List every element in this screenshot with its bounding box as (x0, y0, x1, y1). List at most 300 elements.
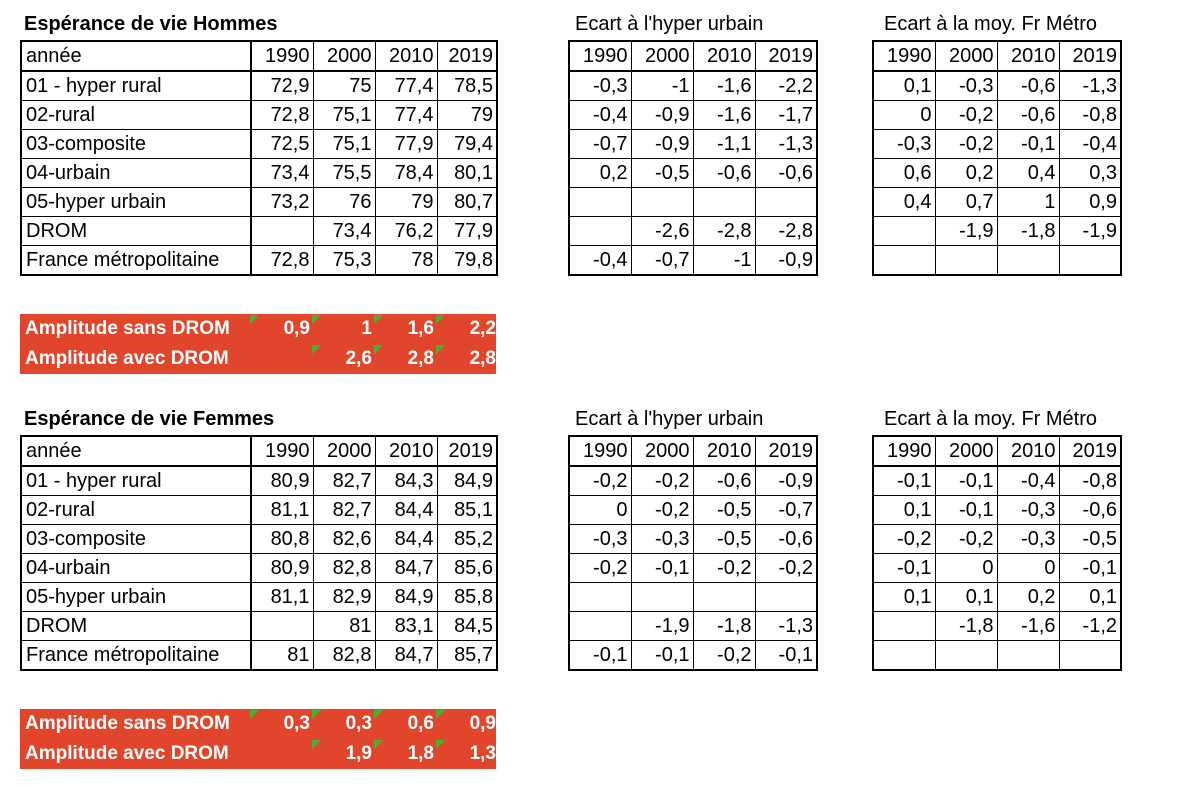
value-cell: -2,8 (693, 217, 755, 246)
table-row (569, 641, 817, 671)
value-cell: -1,8 (935, 612, 997, 641)
value-cell: 0,9 (1059, 188, 1121, 217)
value-cell: 77,4 (375, 101, 437, 130)
amplitude-value: 1,6 (407, 318, 434, 339)
amplitude-value: 1,3 (469, 743, 496, 764)
value-cell: 82,7 (313, 496, 375, 525)
value-cell: -0,1 (755, 641, 817, 671)
table-row (21, 217, 497, 246)
value-cell: -0,5 (1059, 525, 1121, 554)
header-row (873, 436, 1121, 466)
value-cell: 82,9 (313, 583, 375, 612)
value-cell: -1,9 (1059, 217, 1121, 246)
value-cell: -1 (631, 71, 693, 101)
value-cell: 85,8 (437, 583, 497, 612)
value-cell: 84,9 (437, 466, 497, 496)
value-cell: -0,4 (997, 466, 1059, 496)
value-cell: -0,6 (1059, 496, 1121, 525)
row-label: DROM (21, 612, 251, 641)
value-cell (935, 246, 997, 276)
value-cell: -0,2 (935, 130, 997, 159)
row-label: 02-rural (21, 101, 251, 130)
value-cell (1059, 246, 1121, 276)
row-label: 03-composite (21, 525, 251, 554)
value-cell: -1,6 (693, 71, 755, 101)
year-header: 1990 (873, 41, 935, 71)
value-cell: -0,2 (935, 525, 997, 554)
cell-marker-icon (436, 740, 445, 749)
table-row (21, 612, 497, 641)
year-header: 2010 (375, 41, 437, 71)
table-row (873, 159, 1121, 188)
year-header: 2000 (631, 436, 693, 466)
table-row (569, 71, 817, 101)
cell-marker-icon (312, 710, 321, 719)
year-header: 2010 (997, 41, 1059, 71)
value-cell: 0,1 (873, 496, 935, 525)
value-cell (1059, 641, 1121, 671)
value-cell (631, 583, 693, 612)
value-cell: 75,1 (313, 101, 375, 130)
value-cell: 72,9 (251, 71, 313, 101)
value-cell: 0,1 (1059, 583, 1121, 612)
table-row (569, 217, 817, 246)
value-cell: 82,8 (313, 641, 375, 671)
value-cell: 85,1 (437, 496, 497, 525)
value-cell: -0,1 (873, 554, 935, 583)
value-cell: 79 (375, 188, 437, 217)
row-label: France métropolitaine (21, 641, 251, 671)
table-row (21, 101, 497, 130)
value-cell: 79,4 (437, 130, 497, 159)
value-cell: 81 (313, 612, 375, 641)
year-header: 1990 (873, 436, 935, 466)
value-cell: -1,3 (755, 130, 817, 159)
value-cell: -0,1 (935, 466, 997, 496)
value-cell: -1,7 (755, 101, 817, 130)
value-cell: -0,2 (569, 466, 631, 496)
table-row (873, 525, 1121, 554)
cell-marker-icon (312, 345, 321, 354)
row-label: 02-rural (21, 496, 251, 525)
row-label: 04-urbain (21, 554, 251, 583)
row-header-label: année (21, 436, 251, 466)
header-row (569, 436, 817, 466)
value-cell: 77,9 (375, 130, 437, 159)
amplitude-row (20, 314, 496, 344)
value-cell (569, 188, 631, 217)
life-expectancy-table-hommes (20, 40, 498, 276)
ecart-hyper-table-femmes (568, 435, 818, 671)
cell-marker-icon (374, 710, 383, 719)
value-cell: 84,9 (375, 583, 437, 612)
header-row (873, 41, 1121, 71)
value-cell: -1,6 (693, 101, 755, 130)
table-row (569, 583, 817, 612)
value-cell: 0,1 (873, 583, 935, 612)
table-row (21, 466, 497, 496)
amplitude-value: 2,6 (345, 348, 372, 369)
row-label: 05-hyper urbain (21, 188, 251, 217)
table-row (21, 246, 497, 276)
value-cell: 85,2 (437, 525, 497, 554)
value-cell: 0,1 (935, 583, 997, 612)
amplitude-value: 1,8 (407, 743, 434, 764)
value-cell: 79 (437, 101, 497, 130)
value-cell: 76,2 (375, 217, 437, 246)
value-cell: -1,3 (1059, 71, 1121, 101)
value-cell: 78,5 (437, 71, 497, 101)
value-cell: 84,3 (375, 466, 437, 496)
value-cell: 76 (313, 188, 375, 217)
table-row (21, 525, 497, 554)
value-cell: 81,1 (251, 496, 313, 525)
value-cell: 84,7 (375, 641, 437, 671)
cell-marker-icon (312, 315, 321, 324)
value-cell: -0,2 (693, 554, 755, 583)
amplitude-value: 0,9 (283, 318, 310, 339)
value-cell: -0,8 (1059, 466, 1121, 496)
value-cell (569, 612, 631, 641)
year-header: 2000 (313, 41, 375, 71)
table-row (21, 71, 497, 101)
value-cell: -0,2 (755, 554, 817, 583)
amplitude-band-hommes (20, 314, 496, 374)
value-cell: -0,1 (631, 554, 693, 583)
row-label: 03-composite (21, 130, 251, 159)
value-cell: -0,2 (693, 641, 755, 671)
table-row (873, 101, 1121, 130)
amplitude-value: 1,9 (345, 743, 372, 764)
amplitude-label: Amplitude avec DROM (25, 348, 229, 369)
amplitude-label: Amplitude avec DROM (25, 743, 229, 764)
year-header: 2010 (375, 436, 437, 466)
row-header-label: année (21, 41, 251, 71)
cell-marker-icon (374, 740, 383, 749)
section-title-femmes: Espérance de vie Femmes (24, 408, 275, 430)
table-row (569, 130, 817, 159)
value-cell: -0,7 (631, 246, 693, 276)
value-cell: 0,6 (873, 159, 935, 188)
value-cell (873, 246, 935, 276)
value-cell: 0,4 (997, 159, 1059, 188)
row-label: 01 - hyper rural (21, 466, 251, 496)
value-cell: 82,7 (313, 466, 375, 496)
value-cell: 1 (997, 188, 1059, 217)
value-cell: -0,2 (873, 525, 935, 554)
table-row (21, 554, 497, 583)
value-cell: -0,7 (569, 130, 631, 159)
value-cell: -0,3 (997, 525, 1059, 554)
value-cell: -0,1 (935, 496, 997, 525)
row-label: DROM (21, 217, 251, 246)
value-cell: -0,1 (569, 641, 631, 671)
value-cell: -1,8 (997, 217, 1059, 246)
value-cell: -0,9 (631, 101, 693, 130)
table-row (21, 130, 497, 159)
value-cell: 81 (251, 641, 313, 671)
value-cell: 77,9 (437, 217, 497, 246)
value-cell: -2,8 (755, 217, 817, 246)
value-cell: -0,6 (755, 525, 817, 554)
table-row (873, 496, 1121, 525)
amplitude-value: 0,9 (469, 713, 496, 734)
value-cell: 75,1 (313, 130, 375, 159)
table-row (873, 554, 1121, 583)
value-cell: 79,8 (437, 246, 497, 276)
value-cell: 0,7 (935, 188, 997, 217)
table-row (569, 554, 817, 583)
section-title-hommes: Espérance de vie Hommes (24, 13, 278, 35)
table-row (569, 612, 817, 641)
value-cell: 80,9 (251, 466, 313, 496)
amplitude-label: Amplitude sans DROM (25, 318, 230, 339)
cell-marker-icon (374, 345, 383, 354)
value-cell: 0 (569, 496, 631, 525)
value-cell: -0,3 (935, 71, 997, 101)
value-cell: -0,9 (755, 466, 817, 496)
value-cell: -0,1 (997, 130, 1059, 159)
value-cell (997, 641, 1059, 671)
table-row (873, 217, 1121, 246)
year-header: 2019 (1059, 436, 1121, 466)
value-cell: 0,2 (569, 159, 631, 188)
value-cell: -0,7 (755, 496, 817, 525)
value-cell: -1,3 (755, 612, 817, 641)
value-cell: -0,5 (631, 159, 693, 188)
value-cell: -0,1 (631, 641, 693, 671)
amplitude-row (20, 344, 496, 374)
value-cell (873, 612, 935, 641)
value-cell: -0,2 (935, 101, 997, 130)
value-cell: -1,9 (935, 217, 997, 246)
table-row (873, 466, 1121, 496)
amplitude-value: 1 (361, 318, 372, 339)
value-cell: 0,2 (997, 583, 1059, 612)
table-row (569, 525, 817, 554)
value-cell: -0,1 (1059, 554, 1121, 583)
value-cell: -2,6 (631, 217, 693, 246)
amplitude-band-femmes (20, 709, 496, 769)
year-header: 2010 (997, 436, 1059, 466)
value-cell: -0,3 (997, 496, 1059, 525)
amplitude-row (20, 709, 496, 739)
header-row (21, 41, 497, 71)
value-cell: -2,2 (755, 71, 817, 101)
value-cell (935, 641, 997, 671)
value-cell: -1,1 (693, 130, 755, 159)
amplitude-value: 0,3 (345, 713, 372, 734)
value-cell: 82,8 (313, 554, 375, 583)
value-cell (755, 583, 817, 612)
table-row (21, 159, 497, 188)
value-cell: -0,3 (873, 130, 935, 159)
amplitude-value: 0,6 (407, 713, 434, 734)
value-cell: -0,6 (693, 466, 755, 496)
value-cell: -1,6 (997, 612, 1059, 641)
row-label: France métropolitaine (21, 246, 251, 276)
table-row (569, 246, 817, 276)
year-header: 2010 (693, 436, 755, 466)
year-header: 2010 (693, 41, 755, 71)
table-row (873, 641, 1121, 671)
value-cell: -0,2 (631, 466, 693, 496)
value-cell: -0,6 (693, 159, 755, 188)
amplitude-label: Amplitude sans DROM (25, 713, 230, 734)
value-cell: -0,3 (569, 71, 631, 101)
year-header: 2000 (631, 41, 693, 71)
ecart-hyper-table-hommes (568, 40, 818, 276)
value-cell: 0,3 (1059, 159, 1121, 188)
value-cell: 80,7 (437, 188, 497, 217)
value-cell (569, 217, 631, 246)
value-cell: 78 (375, 246, 437, 276)
cell-marker-icon (250, 710, 259, 719)
value-cell: 83,1 (375, 612, 437, 641)
value-cell: 84,5 (437, 612, 497, 641)
cell-marker-icon (436, 710, 445, 719)
value-cell: -0,5 (693, 525, 755, 554)
value-cell: 80,8 (251, 525, 313, 554)
row-label: 01 - hyper rural (21, 71, 251, 101)
table-row (873, 188, 1121, 217)
ecart-hyper-title-hommes: Ecart à l'hyper urbain (575, 13, 764, 35)
year-header: 2000 (935, 41, 997, 71)
year-header: 2019 (1059, 41, 1121, 71)
table-row (873, 583, 1121, 612)
value-cell: -0,2 (569, 554, 631, 583)
value-cell: -0,8 (1059, 101, 1121, 130)
value-cell: -0,6 (755, 159, 817, 188)
value-cell: -0,9 (755, 246, 817, 276)
value-cell: -1 (693, 246, 755, 276)
value-cell: 85,7 (437, 641, 497, 671)
value-cell: 75,3 (313, 246, 375, 276)
cell-marker-icon (436, 315, 445, 324)
value-cell: -0,2 (631, 496, 693, 525)
value-cell: 84,4 (375, 496, 437, 525)
year-header: 2019 (755, 41, 817, 71)
table-row (873, 130, 1121, 159)
value-cell (693, 583, 755, 612)
value-cell (873, 641, 935, 671)
value-cell: 0 (873, 101, 935, 130)
year-header: 2019 (437, 436, 497, 466)
value-cell: -0,5 (693, 496, 755, 525)
table-row (873, 71, 1121, 101)
value-cell: 77,4 (375, 71, 437, 101)
value-cell: 0 (935, 554, 997, 583)
value-cell: -0,4 (569, 101, 631, 130)
cell-marker-icon (250, 315, 259, 324)
value-cell (873, 217, 935, 246)
table-row (21, 496, 497, 525)
value-cell: 0,4 (873, 188, 935, 217)
value-cell (997, 246, 1059, 276)
value-cell: 75,5 (313, 159, 375, 188)
value-cell: 72,5 (251, 130, 313, 159)
table-row (569, 496, 817, 525)
year-header: 2000 (935, 436, 997, 466)
value-cell: 73,4 (313, 217, 375, 246)
value-cell: -0,3 (631, 525, 693, 554)
table-row (569, 101, 817, 130)
value-cell: -0,9 (631, 130, 693, 159)
amplitude-value: 2,2 (469, 318, 496, 339)
value-cell (251, 217, 313, 246)
value-cell: 80,9 (251, 554, 313, 583)
value-cell: 84,4 (375, 525, 437, 554)
value-cell: -0,3 (569, 525, 631, 554)
year-header: 1990 (569, 436, 631, 466)
value-cell: -0,6 (997, 71, 1059, 101)
value-cell: 81,1 (251, 583, 313, 612)
table-row (569, 159, 817, 188)
cell-marker-icon (374, 315, 383, 324)
cell-marker-icon (436, 345, 445, 354)
table-row (569, 466, 817, 496)
header-row (21, 436, 497, 466)
table-row (21, 188, 497, 217)
life-expectancy-table-femmes (20, 435, 498, 671)
amplitude-value: 2,8 (469, 348, 496, 369)
row-label: 05-hyper urbain (21, 583, 251, 612)
ecart-hyper-title-femmes: Ecart à l'hyper urbain (575, 408, 764, 430)
year-header: 2000 (313, 436, 375, 466)
value-cell (631, 188, 693, 217)
value-cell: 72,8 (251, 246, 313, 276)
value-cell: -1,8 (693, 612, 755, 641)
value-cell: 73,2 (251, 188, 313, 217)
ecart-moy-table-femmes (872, 435, 1122, 671)
value-cell: 73,4 (251, 159, 313, 188)
table-row (21, 583, 497, 612)
year-header: 1990 (251, 41, 313, 71)
value-cell: -0,6 (997, 101, 1059, 130)
amplitude-value: 0,3 (283, 713, 310, 734)
value-cell (693, 188, 755, 217)
value-cell: 0 (997, 554, 1059, 583)
value-cell (755, 188, 817, 217)
year-header: 2019 (437, 41, 497, 71)
value-cell: -0,4 (569, 246, 631, 276)
value-cell: 84,7 (375, 554, 437, 583)
table-row (569, 188, 817, 217)
value-cell: 0,2 (935, 159, 997, 188)
header-row (569, 41, 817, 71)
table-row (873, 246, 1121, 276)
ecart-moy-title-femmes: Ecart à la moy. Fr Métro (884, 408, 1098, 430)
value-cell: 82,6 (313, 525, 375, 554)
value-cell: -1,2 (1059, 612, 1121, 641)
value-cell (569, 583, 631, 612)
value-cell: 85,6 (437, 554, 497, 583)
value-cell: 0,1 (873, 71, 935, 101)
value-cell: 75 (313, 71, 375, 101)
value-cell: 72,8 (251, 101, 313, 130)
value-cell: 80,1 (437, 159, 497, 188)
year-header: 1990 (569, 41, 631, 71)
cell-marker-icon (312, 740, 321, 749)
amplitude-row (20, 739, 496, 769)
table-row (873, 612, 1121, 641)
value-cell: -1,9 (631, 612, 693, 641)
ecart-moy-table-hommes (872, 40, 1122, 276)
year-header: 2019 (755, 436, 817, 466)
value-cell: -0,1 (873, 466, 935, 496)
value-cell: 78,4 (375, 159, 437, 188)
value-cell: -0,4 (1059, 130, 1121, 159)
